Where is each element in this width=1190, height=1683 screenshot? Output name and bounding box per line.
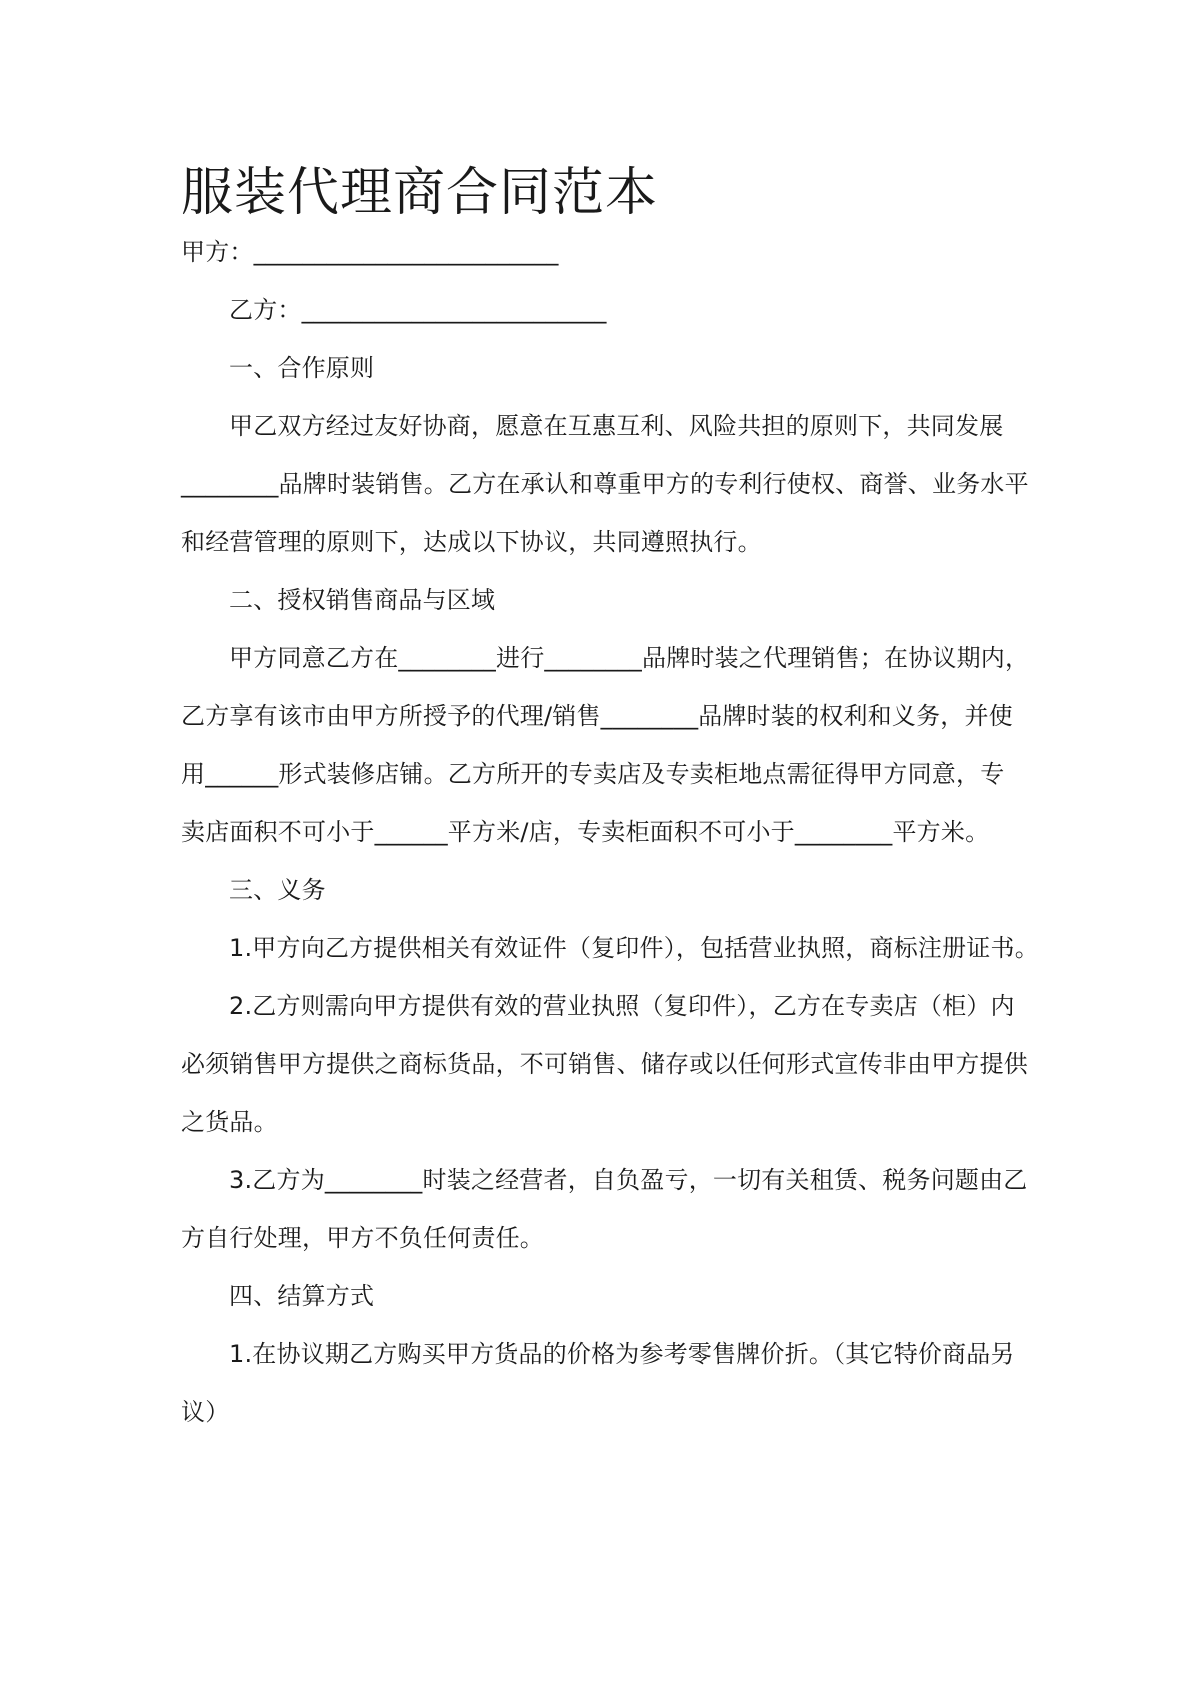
section2-line-4: 卖店面积不可小于______平方米/店，专卖柜面积不可小于________平方米。 bbox=[181, 818, 990, 846]
section2-line-3: 用______形式装修店铺。乙方所开的专卖店及专卖柜地点需征得甲方同意，专 bbox=[181, 760, 1005, 788]
section3-item-3: 3.乙方为________时装之经营者，自负盈亏，一切有关租赁、税务问题由乙 bbox=[229, 1166, 1028, 1194]
section4-item-1-cont: 议） bbox=[181, 1398, 230, 1426]
section4-heading: 四、结算方式 bbox=[229, 1282, 375, 1310]
section1-line-1: 甲乙双方经过友好协商，愿意在互惠互利、风险共担的原则下，共同发展 bbox=[229, 412, 1004, 440]
section2-heading: 二、授权销售商品与区域 bbox=[229, 586, 496, 614]
section3-item-2-cont-2: 之货品。 bbox=[181, 1108, 278, 1136]
party-a-line: 甲方：_________________________ bbox=[181, 238, 559, 266]
section3-heading: 三、义务 bbox=[229, 876, 326, 904]
section1-line-2: ________品牌时装销售。乙方在承认和尊重甲方的专利行使权、商誉、业务水平 bbox=[181, 470, 1029, 498]
section3-item-1: 1.甲方向乙方提供相关有效证件（复印件），包括营业执照，商标注册证书。 bbox=[229, 934, 1039, 962]
section1-line-3: 和经营管理的原则下，达成以下协议，共同遵照执行。 bbox=[181, 528, 762, 556]
party-b-line: 乙方：_________________________ bbox=[229, 296, 607, 324]
section2-line-1: 甲方同意乙方在________进行________品牌时装之代理销售；在协议期内， bbox=[229, 644, 1030, 672]
section2-line-2: 乙方享有该市由甲方所授予的代理/销售________品牌时装的权利和义务，并使 bbox=[181, 702, 1013, 730]
section3-item-2-cont-1: 必须销售甲方提供之商标货品，不可销售、储存或以任何形式宣传非由甲方提供 bbox=[181, 1050, 1028, 1078]
section1-heading: 一、合作原则 bbox=[229, 354, 375, 382]
document-title: 服装代理商合同范本 bbox=[181, 163, 659, 223]
section4-item-1: 1.在协议期乙方购买甲方货品的价格为参考零售牌价折。（其它特价商品另 bbox=[229, 1340, 1015, 1368]
section3-item-2: 2.乙方则需向甲方提供有效的营业执照（复印件），乙方在专卖店（柜）内 bbox=[229, 992, 1015, 1020]
section3-item-3-cont: 方自行处理，甲方不负任何责任。 bbox=[181, 1224, 544, 1252]
